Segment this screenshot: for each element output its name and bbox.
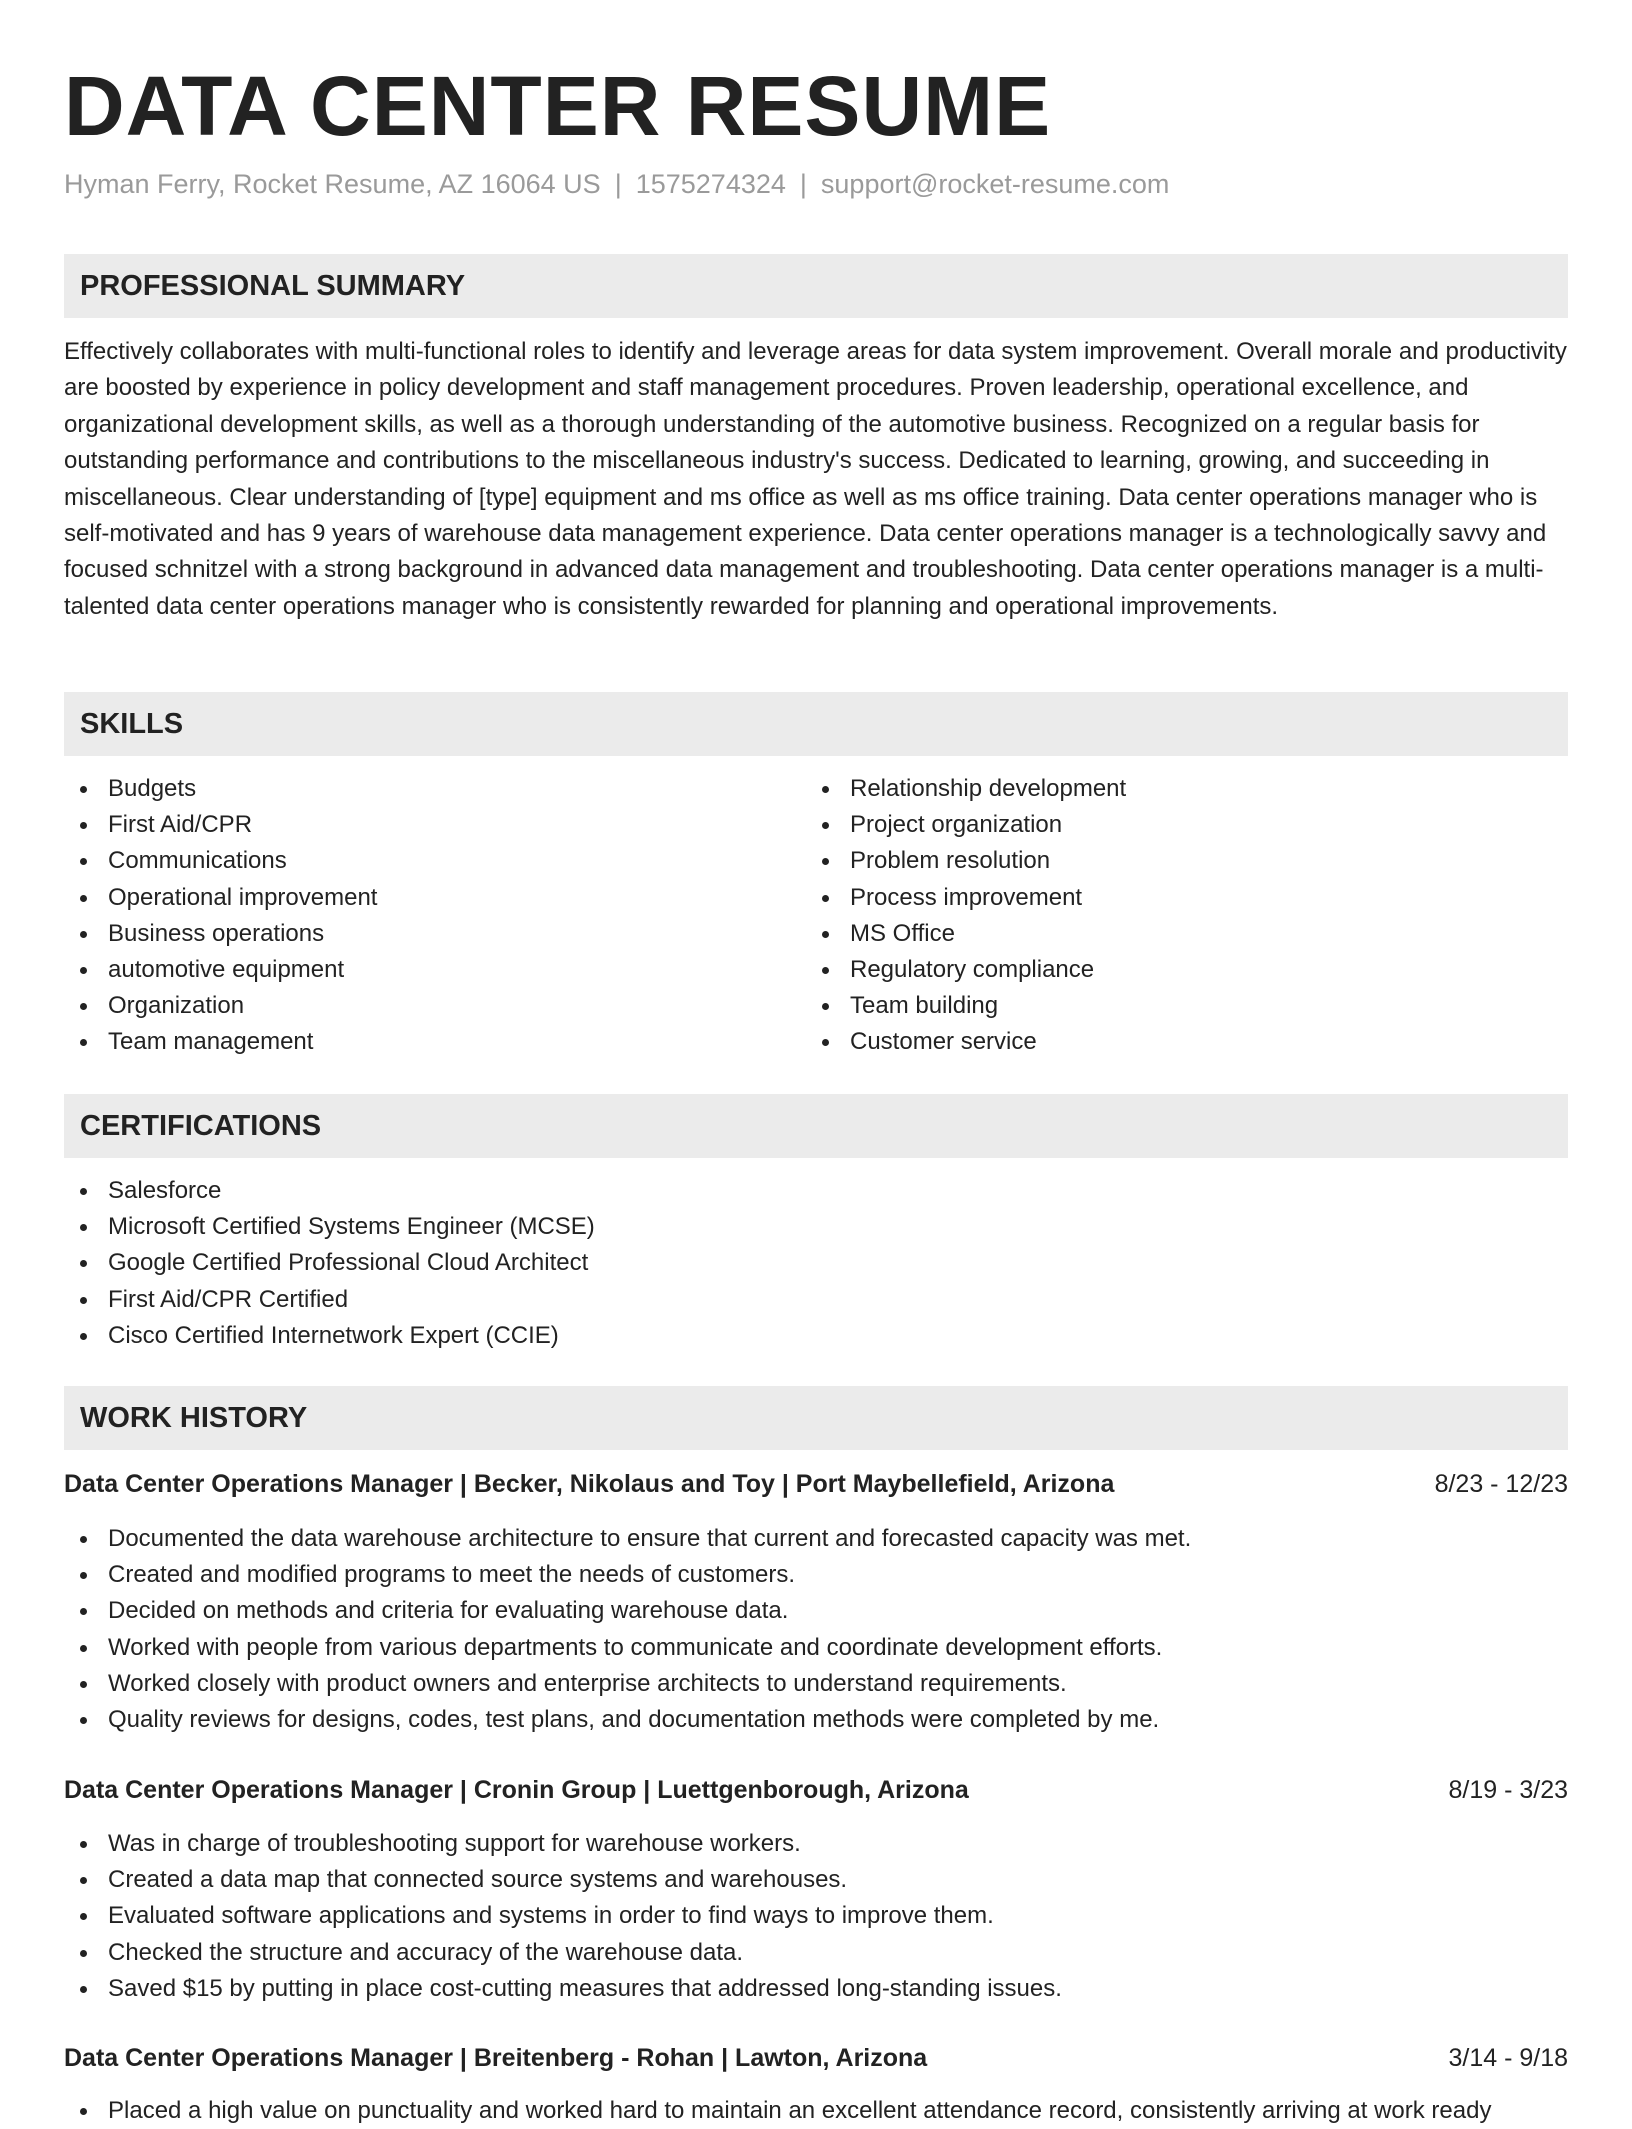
contact-separator: | — [799, 169, 807, 199]
certification-item: Salesforce — [64, 1173, 1568, 1209]
contact-address: Hyman Ferry, Rocket Resume, AZ 16064 US — [64, 169, 601, 199]
resume-title: DATA CENTER RESUME — [64, 59, 1052, 153]
job-header — [64, 2040, 1568, 2076]
skills-list-left — [64, 771, 804, 1061]
job-duties-list — [64, 1826, 1568, 2007]
job-header — [64, 1466, 1568, 1502]
professional-summary-text: Effectively collaborates with multi-functional roles to identify and leverage areas for data system improvement. Overall morale and productivity are boosted by experience in policy development and staff management procedures. Proven leadership, operational excellence, and organizational development skills, as well as a thorough understanding of the automotive business. Recognized on a regular basis for outstanding performance and contributions to the miscellaneous industry's success. Dedicated to learning, growing, and succeeding in miscellaneous. Clear understanding of [type] equipment and ms office as well as ms office training. Data center operations manager who is self-motivated and has 9 years of warehouse data management experience. Data center operations manager is a technologically savvy and focused schnitzel with a strong background in advanced data management and troubleshooting. Data center operations manager is a multi-talented data center operations manager who is consistently rewarded for planning and operational improvements. — [64, 338, 1567, 620]
job-dates: 3/14 - 9/18 — [1448, 2044, 1568, 2072]
skill-item: Process improvement — [806, 880, 1546, 916]
contact-email: support@rocket-resume.com — [820, 169, 1170, 199]
skill-item: MS Office — [806, 916, 1546, 952]
section-heading-certifications: CERTIFICATIONS — [64, 1094, 1568, 1158]
certification-item: Google Certified Professional Cloud Architect — [64, 1245, 1568, 1281]
skill-item: Team management — [64, 1024, 804, 1060]
job-duty-item: Quality reviews for designs, codes, test plans, and documentation methods were completed by me. — [64, 1702, 1568, 1738]
job-duty-item: Documented the data warehouse architecture to ensure that current and forecasted capacity was met. — [64, 1521, 1568, 1557]
job-duty-item: Checked the structure and accuracy of the warehouse data. — [64, 1935, 1568, 1971]
job-duty-item: Created and modified programs to meet the needs of customers. — [64, 1557, 1568, 1593]
job-duty-item: Placed a high value on punctuality and worked hard to maintain an excellent attendance record, consistently arriving at work ready — [64, 2093, 1568, 2129]
certification-item: Cisco Certified Internetwork Expert (CCIE) — [64, 1318, 1568, 1354]
job-title: Data Center Operations Manager | Breitenberg - Rohan | Lawton, Arizona — [64, 2044, 928, 2072]
job-dates: 8/19 - 3/23 — [1448, 1776, 1568, 1804]
job-duties-list — [64, 2093, 1568, 2129]
contact-separator: | — [614, 169, 622, 199]
skill-item: First Aid/CPR — [64, 807, 804, 843]
skill-item: Problem resolution — [806, 843, 1546, 879]
job-duty-item: Decided on methods and criteria for evaluating warehouse data. — [64, 1593, 1568, 1629]
job-title: Data Center Operations Manager | Becker, Nikolaus and Toy | Port Maybellefield, Arizona — [64, 1470, 1115, 1498]
skill-item: Organization — [64, 988, 804, 1024]
job-header — [64, 1772, 1568, 1808]
contact-phone: 1575274324 — [635, 169, 786, 199]
skill-item: Operational improvement — [64, 880, 804, 916]
section-heading-skills: SKILLS — [64, 692, 1568, 756]
job-duty-item: Was in charge of troubleshooting support for warehouse workers. — [64, 1826, 1568, 1862]
job-duties-list — [64, 1521, 1568, 1738]
skill-item: Relationship development — [806, 771, 1546, 807]
section-heading-professional-summary: PROFESSIONAL SUMMARY — [64, 254, 1568, 318]
skill-item: Customer service — [806, 1024, 1546, 1060]
job-dates: 8/23 - 12/23 — [1434, 1470, 1568, 1498]
certification-item: First Aid/CPR Certified — [64, 1282, 1568, 1318]
skill-item: Communications — [64, 843, 804, 879]
certification-item: Microsoft Certified Systems Engineer (MCSE) — [64, 1209, 1568, 1245]
job-duty-item: Worked closely with product owners and enterprise architects to understand requirements. — [64, 1666, 1568, 1702]
job-title: Data Center Operations Manager | Cronin Group | Luettgenborough, Arizona — [64, 1776, 969, 1804]
skill-item: Budgets — [64, 771, 804, 807]
skill-item: Business operations — [64, 916, 804, 952]
skill-item: Team building — [806, 988, 1546, 1024]
contact-line — [64, 166, 1169, 202]
skills-list-right — [806, 771, 1546, 1061]
job-duty-item: Evaluated software applications and systems in order to find ways to improve them. — [64, 1898, 1568, 1934]
skill-item: Regulatory compliance — [806, 952, 1546, 988]
skill-item: Project organization — [806, 807, 1546, 843]
job-duty-item: Created a data map that connected source systems and warehouses. — [64, 1862, 1568, 1898]
skill-item: automotive equipment — [64, 952, 804, 988]
job-duty-item: Saved $15 by putting in place cost-cutting measures that addressed long-standing issues. — [64, 1971, 1568, 2007]
section-heading-work-history: WORK HISTORY — [64, 1386, 1568, 1450]
certifications-list — [64, 1173, 1568, 1354]
job-duty-item: Worked with people from various departments to communicate and coordinate development efforts. — [64, 1630, 1568, 1666]
